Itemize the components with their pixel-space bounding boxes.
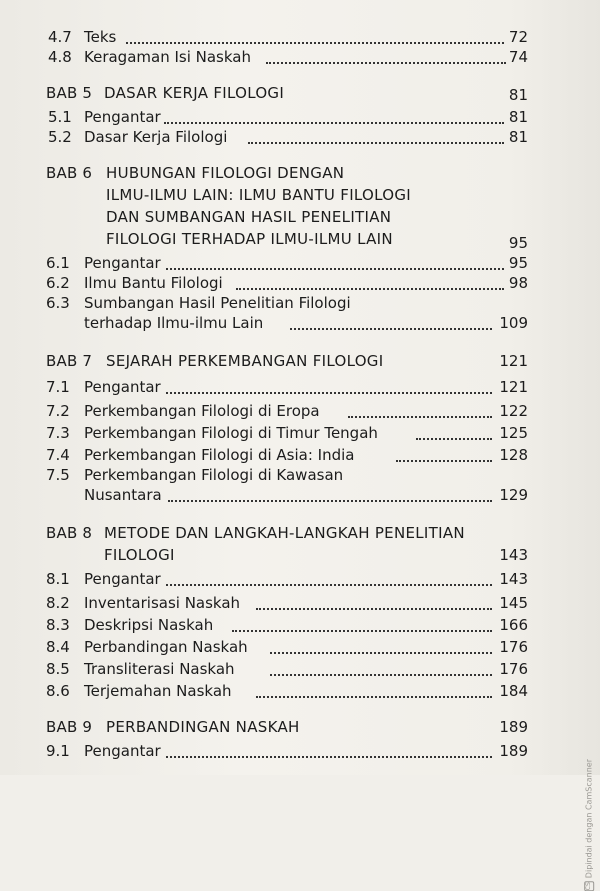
leader-dots	[166, 582, 492, 586]
leader-dots	[168, 498, 492, 502]
section-title: Terjemahan Naskah	[84, 682, 232, 700]
section-number: 8.5	[46, 660, 70, 678]
section-title: Ilmu Bantu Filologi	[84, 274, 223, 292]
chapter-title: SEJARAH PERKEMBANGAN FILOLOGI	[106, 352, 384, 370]
section-title: Pengantar	[84, 254, 161, 272]
section-title: Pengantar	[84, 570, 161, 588]
leader-dots	[266, 60, 506, 64]
chapter-label: BAB 9	[46, 718, 93, 736]
leader-dots	[248, 140, 504, 144]
leader-dots	[166, 390, 492, 394]
leader-dots	[166, 266, 504, 270]
chapter-label: BAB 5	[46, 84, 93, 102]
page-number: 143	[499, 570, 528, 588]
leader-dots	[396, 458, 492, 462]
page-number: 129	[499, 486, 528, 504]
chapter-title: DASAR KERJA FILOLOGI	[104, 84, 285, 102]
page-number: 145	[499, 594, 528, 612]
chapter-title-line: FILOLOGI	[104, 546, 175, 564]
leader-dots	[166, 754, 492, 758]
section-number: 5.1	[48, 108, 72, 126]
chapter-title: PERBANDINGAN NASKAH	[106, 718, 300, 736]
section-number: 7.2	[46, 402, 70, 420]
chapter-title-line: ILMU-ILMU LAIN: ILMU BANTU FILOLOGI	[106, 186, 412, 204]
section-title: Pengantar	[84, 742, 161, 760]
section-number: 8.4	[46, 638, 70, 656]
chapter-title-line: DAN SUMBANGAN HASIL PENELITIAN	[106, 208, 392, 226]
page-number: 122	[499, 402, 528, 420]
leader-dots	[236, 286, 504, 290]
leader-dots	[126, 40, 504, 44]
page-number: 176	[499, 638, 528, 656]
scanner-watermark-text: Dipindai dengan CamScanner	[584, 759, 594, 879]
page-number: 121	[499, 352, 528, 370]
section-title: Keragaman Isi Naskah	[84, 48, 251, 66]
chapter-title-line: FILOLOGI TERHADAP ILMU-ILMU LAIN	[106, 230, 393, 248]
leader-dots	[256, 694, 492, 698]
section-title-line: Perkembangan Filologi di Kawasan	[84, 466, 344, 484]
section-number: 6.3	[46, 294, 70, 312]
section-title: Pengantar	[84, 378, 161, 396]
page-number: 128	[499, 446, 528, 464]
chapter-label: BAB 8	[46, 524, 93, 542]
section-number: 4.8	[48, 48, 72, 66]
section-title: Perkembangan Filologi di Asia: India	[84, 446, 355, 464]
page-number: 109	[499, 314, 528, 332]
section-number: 7.4	[46, 446, 70, 464]
page-number: 121	[499, 378, 528, 396]
section-title: Teks	[84, 28, 117, 46]
page-number: 95	[508, 254, 528, 272]
section-number: 8.2	[46, 594, 70, 612]
leader-dots	[256, 606, 492, 610]
chapter-title-line: METODE DAN LANGKAH-LANGKAH PENELITIAN	[104, 524, 465, 542]
page-number: 143	[499, 546, 528, 564]
section-title: Inventarisasi Naskah	[84, 594, 241, 612]
page-number: 72	[508, 28, 528, 46]
leader-dots	[164, 120, 504, 124]
page-number: 81	[508, 108, 528, 126]
section-number: 4.7	[48, 28, 72, 46]
section-number: 6.2	[46, 274, 70, 292]
section-number: 7.1	[46, 378, 70, 396]
leader-dots	[290, 326, 492, 330]
leader-dots	[270, 650, 492, 654]
chapter-label: BAB 7	[46, 352, 93, 370]
section-title: Perbandingan Naskah	[84, 638, 248, 656]
page-number: 74	[508, 48, 528, 66]
section-title-line: terhadap Ilmu-ilmu Lain	[84, 314, 264, 332]
section-title: Transliterasi Naskah	[84, 660, 235, 678]
section-title: Pengantar	[84, 108, 161, 126]
section-number: 8.3	[46, 616, 70, 634]
camscanner-icon: CS	[585, 882, 592, 891]
section-title: Deskripsi Naskah	[84, 616, 214, 634]
section-number: 7.3	[46, 424, 70, 442]
section-number: 8.1	[46, 570, 70, 588]
page-number: 95	[508, 234, 528, 252]
section-title: Perkembangan Filologi di Eropa	[84, 402, 320, 420]
chapter-label: BAB 6	[46, 164, 93, 182]
section-number: 8.6	[46, 682, 70, 700]
section-title: Dasar Kerja Filologi	[84, 128, 228, 146]
page-number: 125	[499, 424, 528, 442]
leader-dots	[348, 414, 492, 418]
scanner-watermark	[584, 759, 594, 891]
leader-dots	[270, 672, 492, 676]
section-number: 7.5	[46, 466, 70, 484]
section-title: Perkembangan Filologi di Timur Tengah	[84, 424, 378, 442]
section-title-line: Sumbangan Hasil Penelitian Filologi	[84, 294, 351, 312]
page-number: 184	[499, 682, 528, 700]
leader-dots	[416, 436, 492, 440]
page-number: 189	[499, 742, 528, 760]
section-number: 6.1	[46, 254, 70, 272]
page-number: 189	[499, 718, 528, 736]
leader-dots	[232, 628, 492, 632]
section-number: 5.2	[48, 128, 72, 146]
page-number: 166	[499, 616, 528, 634]
section-number: 9.1	[46, 742, 70, 760]
page-number: 81	[508, 128, 528, 146]
page-number: 176	[499, 660, 528, 678]
section-title-line: Nusantara	[84, 486, 162, 504]
page-number: 81	[508, 86, 528, 104]
chapter-title-line: HUBUNGAN FILOLOGI DENGAN	[106, 164, 345, 182]
page-number: 98	[508, 274, 528, 292]
